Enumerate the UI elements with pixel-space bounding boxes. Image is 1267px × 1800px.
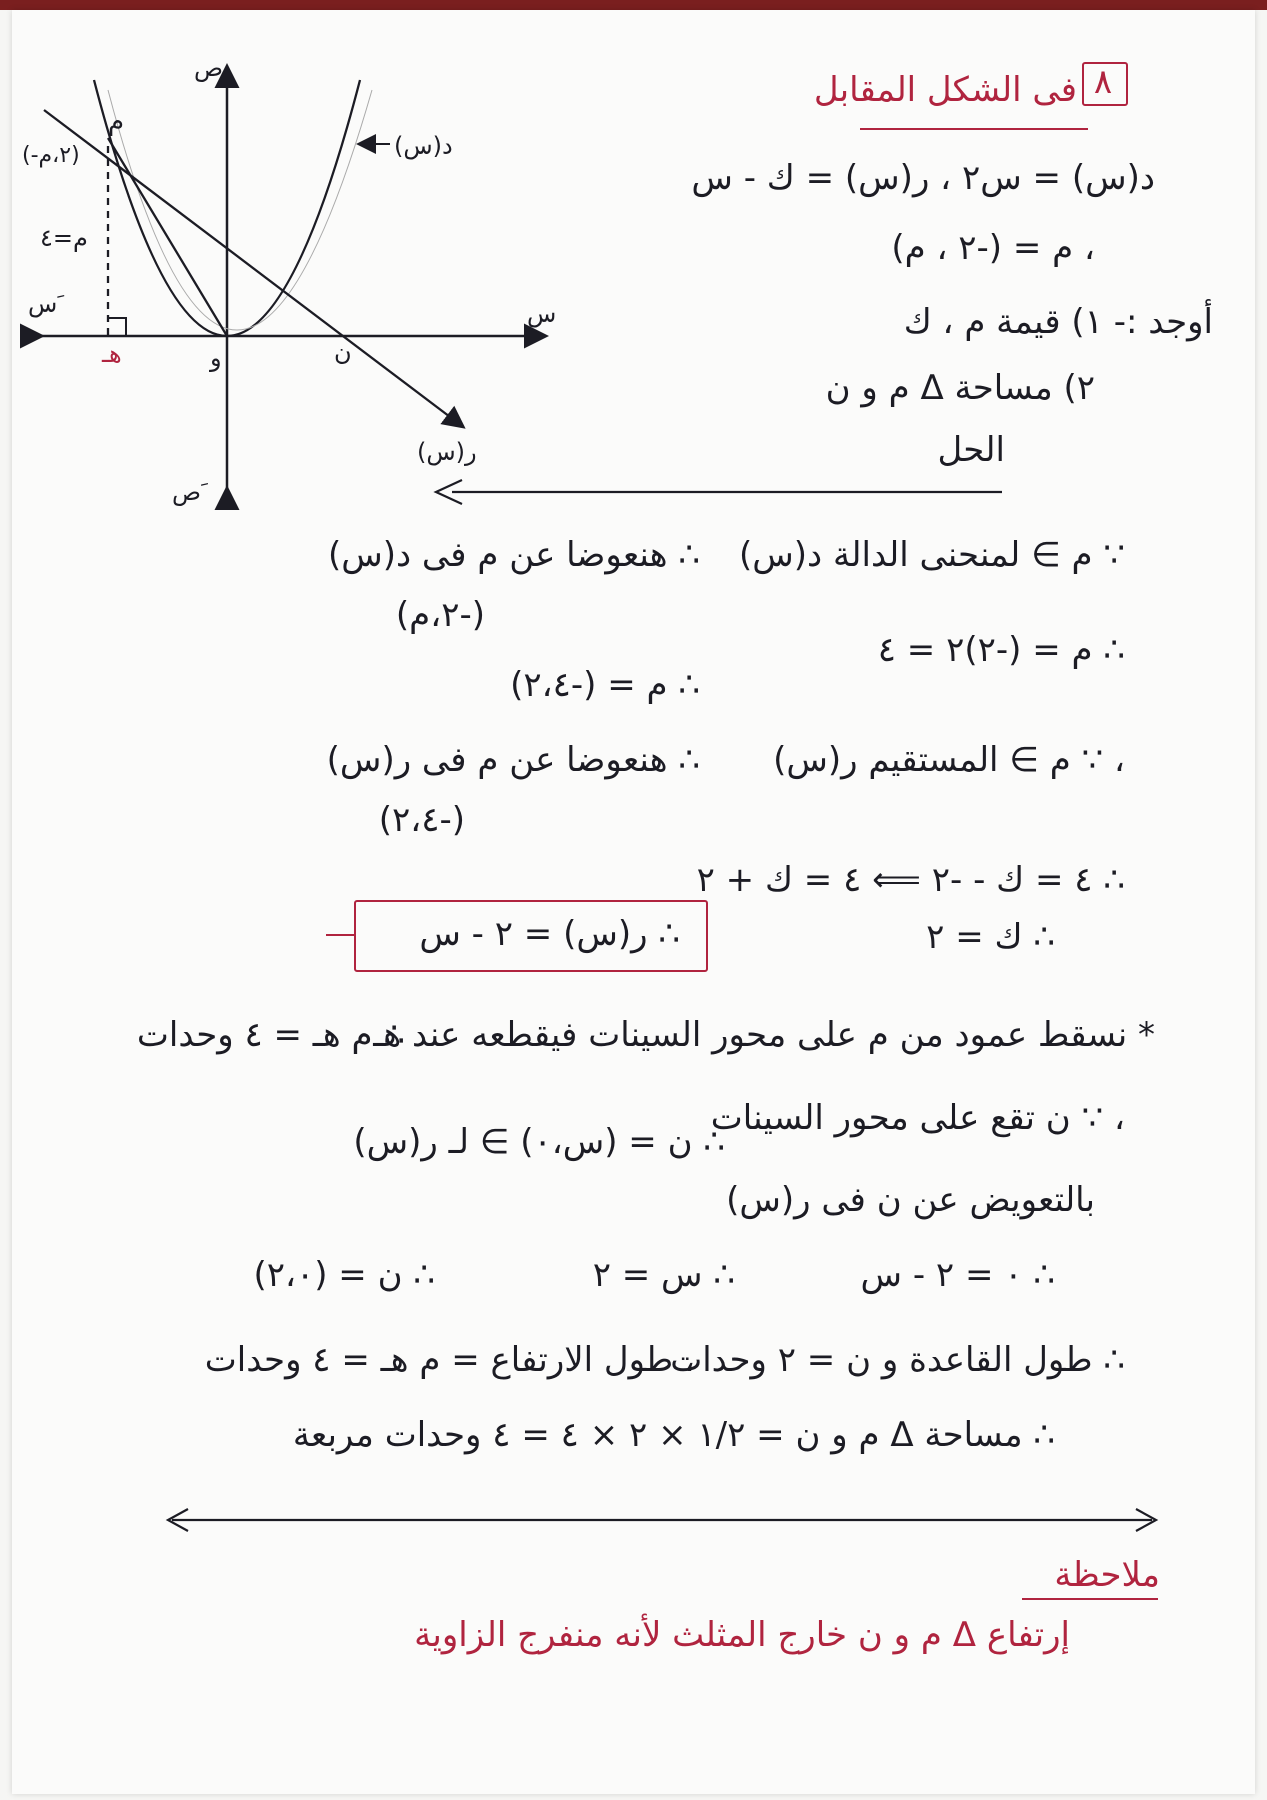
step1-point: (-٢،م): [395, 595, 485, 635]
note-title: ملاحظة: [1054, 1555, 1160, 1595]
line-label: ر(س): [417, 438, 477, 466]
curve-d-shadow: [108, 90, 372, 330]
note-text: إرتفاع Δ م و ن خارج المثلث لأنه منفرج الزاوية: [414, 1615, 1070, 1655]
y-neg-label: ص َ: [172, 478, 209, 506]
title-underline: [860, 128, 1088, 130]
n-coords: ∴ ن = (س،٠) ∋ لـ ر(س): [353, 1122, 725, 1162]
foot-label: هـ: [102, 340, 122, 368]
problem-number: ٨: [1093, 62, 1113, 102]
area-result: ∴ مساحة Δ م و ن = ١/٢ × ٢ × ٤ = ٤ وحدات مربعة: [292, 1415, 1055, 1455]
perp-result: ∴ م هـ = ٤ وحدات: [136, 1015, 405, 1055]
step1-point-final: ∴ م = (-٢،٤): [510, 665, 700, 705]
step1-reason: ∵ م ∋ لمنحنى الدالة د(س): [738, 535, 1125, 575]
step2-k: ∴ ك = ٢: [926, 917, 1055, 957]
step2-point: (-٢،٤): [378, 800, 465, 840]
divider-arrow: [162, 1505, 1162, 1535]
find-item2: ٢) مساحة Δ م و ن: [825, 368, 1095, 408]
step1-result: ∴ م = (-٢)٢ = ٤: [877, 630, 1125, 670]
base-length: ∴ طول القاعدة و ن = ٢ وحدات: [670, 1340, 1125, 1380]
x-pos-label: س: [527, 300, 557, 328]
n-reason: ، ∵ ن تقع على محور السينات: [710, 1098, 1125, 1138]
note-title-underline: [1022, 1598, 1158, 1600]
curve-label: د(س): [394, 132, 453, 160]
background-edge: [0, 0, 1267, 10]
point-coords-label: (-٢،م): [22, 143, 80, 168]
solution-label: الحل: [937, 430, 1005, 470]
boxed-result: ∴ ر(س) = ٢ - س: [419, 914, 680, 954]
problem-title: فى الشكل المقابل: [813, 70, 1077, 110]
perp-note: * نسقط عمود من م على محور السينات فيقطعه عند هـ: [373, 1015, 1155, 1055]
find-label: أوجد :- ١) قيمة م ، ك: [903, 302, 1213, 342]
graph: [22, 50, 557, 510]
worksheet-page: [12, 10, 1255, 1794]
step1-sub: ∴ هنعوضا عن م فى د(س): [327, 535, 700, 575]
segment-mo: [108, 138, 227, 336]
point-label: م: [108, 107, 125, 137]
right-angle-mark: [108, 318, 126, 336]
n-sub: بالتعويض عن ن فى ر(س): [726, 1180, 1095, 1220]
n-eq2: ∴ س = ٢: [592, 1255, 735, 1295]
height-length: ، طول الارتفاع = م هـ = ٤ وحدات: [204, 1340, 695, 1380]
origin-label: و: [210, 344, 222, 372]
n-eq3: ∴ ن = (٢،٠): [253, 1255, 435, 1295]
given-point: ، م = (-٢ ، م): [891, 228, 1095, 268]
height-label: م=٤: [40, 224, 88, 252]
y-pos-label: ص: [194, 54, 224, 82]
boxed-result-pointer: [326, 934, 354, 936]
n-label: ن: [334, 338, 352, 366]
n-eq1: ∴ ٠ = ٢ - س: [860, 1255, 1055, 1295]
solution-arrow: [432, 478, 1012, 518]
given-functions: د(س) = س٢ ، ر(س) = ك - س: [691, 158, 1155, 198]
step2-sub: ∴ هنعوضا عن م فى ر(س): [326, 740, 700, 780]
x-neg-label: س َ: [28, 290, 65, 318]
step2-reason: ، ∵ م ∋ المستقيم ر(س): [773, 740, 1125, 780]
step2-eq: ∴ ٤ = ك - -٢ ⟸ ٤ = ك + ٢: [696, 860, 1125, 900]
